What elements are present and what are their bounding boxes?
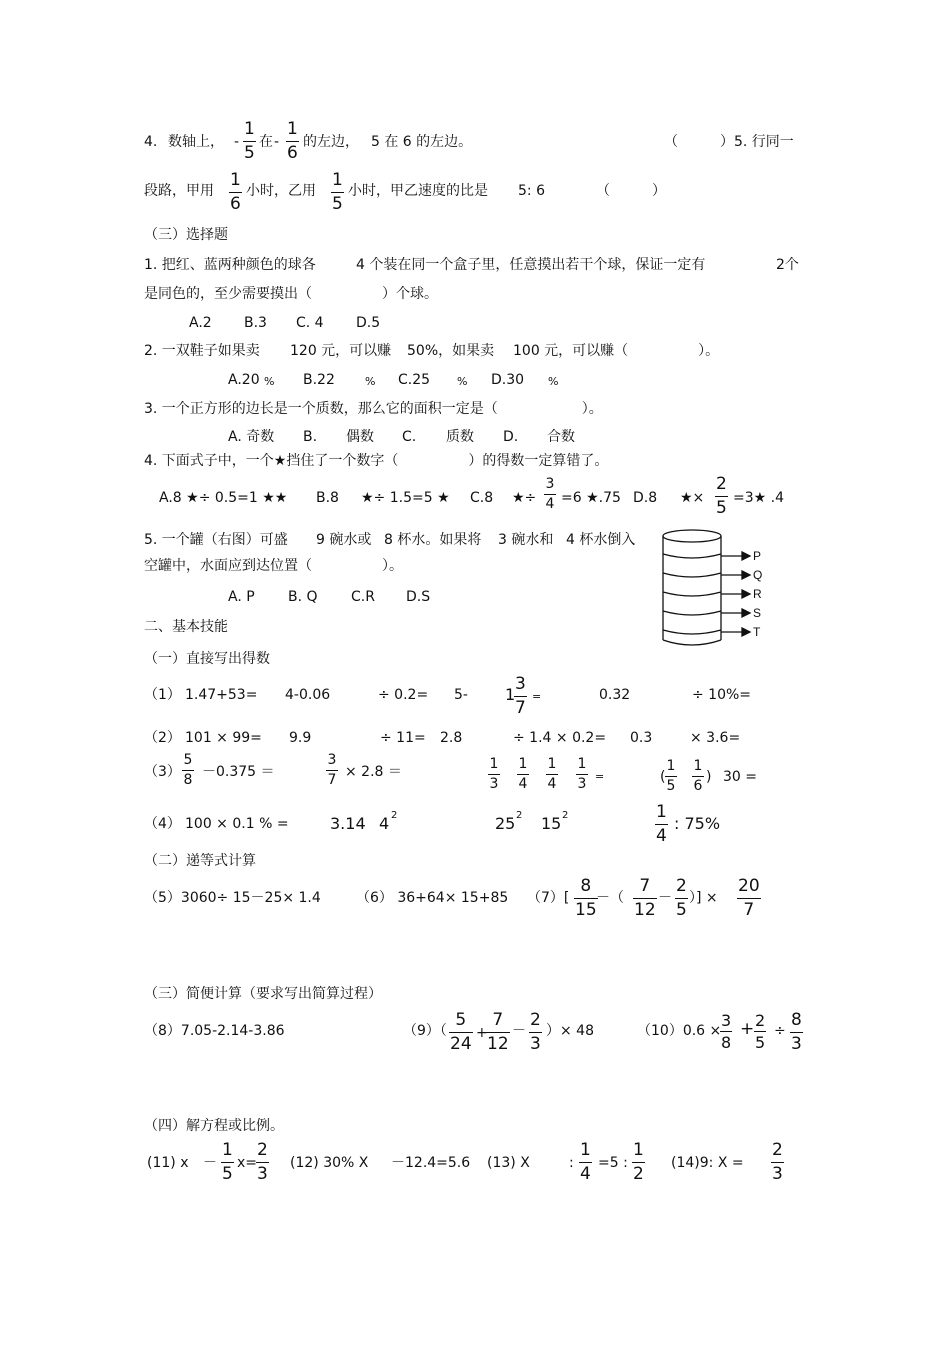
arrow-p-icon xyxy=(742,552,750,560)
choice-q5-text: 空罐中，水面应到达位置（ ）。 xyxy=(144,558,403,574)
operator: + xyxy=(740,1019,755,1039)
fraction: 1 4 xyxy=(518,756,528,792)
section-heading: 二、基本技能 xyxy=(144,619,228,635)
jar-label-r: R xyxy=(753,587,762,601)
choice-q2-text: 2. 一双鞋子如果卖 xyxy=(144,343,260,359)
judge-q5-text: 小时，甲乙速度的比是 xyxy=(348,183,488,199)
fraction: 5 24 xyxy=(450,1010,472,1054)
problem: 101 × 99= xyxy=(185,730,262,746)
option[interactable]: A.2 xyxy=(189,315,212,331)
jar-label-t: T xyxy=(753,625,761,639)
fraction: 1 6 xyxy=(693,758,703,794)
fraction: 2 5 xyxy=(676,876,687,920)
problem: 0.3 xyxy=(630,730,653,746)
problem: ÷ 10%= xyxy=(692,687,752,703)
problem: （5）3060÷ 15－25× 1.4 xyxy=(144,890,321,906)
problem-label: （9）（ xyxy=(403,1023,447,1039)
choice-q5-text: 5. 一个罐（右图）可盛 xyxy=(144,532,288,548)
equals-sign: = xyxy=(532,690,542,703)
judge-q4-text: 数轴上， xyxy=(168,134,224,150)
problem: （6） 36+64× 15+85 xyxy=(356,890,509,906)
bracket: ) xyxy=(706,769,712,785)
choice-q5-text: 8 杯水。如果将 xyxy=(384,532,482,548)
jar-bottom xyxy=(663,640,721,645)
problem: (14)9: X = xyxy=(671,1155,744,1171)
option-text: 质数 xyxy=(446,429,474,445)
minus-sign: - xyxy=(274,134,280,150)
problem: (11) x xyxy=(147,1155,189,1171)
percent-sign: % xyxy=(548,375,559,388)
choice-q1-text: 是同色的，至少需要摸出（ ）个球。 xyxy=(144,286,438,302)
problem-label: （7）[ xyxy=(527,890,570,906)
problem: 4 xyxy=(379,814,390,833)
option[interactable]: B. Q xyxy=(288,589,318,605)
option[interactable]: A. P xyxy=(228,589,255,605)
problem: 15 xyxy=(541,814,562,833)
problem: 4-0.06 xyxy=(285,687,331,703)
fraction: 1 6 xyxy=(230,170,241,214)
problem: 3.14 xyxy=(330,814,366,833)
fraction: 1 5 xyxy=(332,170,343,214)
fraction: 2 3 xyxy=(772,1140,783,1184)
problem-label: （10）0.6 × xyxy=(637,1023,722,1039)
answer-blank[interactable]: （ ） xyxy=(596,183,666,199)
option[interactable]: A. 奇数 xyxy=(228,429,275,445)
problem: 30 = xyxy=(723,769,757,785)
option-text: 偶数 xyxy=(346,429,374,445)
option[interactable]: D.30 xyxy=(491,372,525,388)
arrow-s-icon xyxy=(742,609,750,617)
choice-q3-text: 3. 一个正方形的边长是一个质数，那么它的面积一定是（ ）。 xyxy=(144,401,603,417)
jar-label-p: P xyxy=(753,549,762,563)
problem: : 75% xyxy=(674,814,721,833)
fraction: 1 5 xyxy=(666,758,676,794)
judge-q4-text: 5 在 6 的左边。 xyxy=(371,134,473,150)
operator: ）] × xyxy=(689,890,718,906)
fraction: 7 12 xyxy=(634,876,656,920)
mixed-number-whole: 1 xyxy=(505,685,516,704)
section-heading: （三）选择题 xyxy=(144,227,228,243)
problem: 1.47+53= xyxy=(185,687,258,703)
judge-q5-start: 5. 行同一 xyxy=(734,134,794,150)
problem: 25 xyxy=(495,814,516,833)
exponent: 2 xyxy=(516,810,523,821)
judge-q4-text: 在 xyxy=(259,134,273,150)
fraction: 20 7 xyxy=(738,876,760,920)
option-expression: =3★ .4 xyxy=(733,490,784,506)
option[interactable]: C.25 xyxy=(398,372,431,388)
problem: ÷ 11= xyxy=(380,730,426,746)
problem: x= xyxy=(237,1155,258,1171)
fraction: 3 8 xyxy=(721,1011,732,1052)
problem: （8）7.05-2.14-3.86 xyxy=(144,1023,285,1039)
bracket: ( xyxy=(660,769,666,785)
option-expression: ★× xyxy=(680,490,705,506)
option[interactable]: A.8 ★÷ 0.5=1 ★★ xyxy=(159,490,288,506)
operator: － xyxy=(512,1023,526,1039)
option-letter[interactable]: B.8 xyxy=(316,490,339,506)
option-letter[interactable]: B. xyxy=(303,429,318,445)
problem: × 2.8 ＝ xyxy=(345,764,402,780)
problem: (12) 30% X xyxy=(290,1155,369,1171)
arrow-t-icon xyxy=(742,628,750,636)
operator: － xyxy=(658,890,672,906)
judge-q4-number: 4. xyxy=(144,134,158,150)
option[interactable]: D.S xyxy=(406,589,431,605)
problem: (13) X xyxy=(487,1155,530,1171)
problem: ÷ 0.2= xyxy=(378,687,429,703)
judge-q5-text: 段路，甲用 xyxy=(144,183,214,199)
subsection-heading: （二）递等式计算 xyxy=(144,853,256,869)
fraction: 8 15 xyxy=(575,876,597,920)
answer-blank[interactable]: （ ） xyxy=(664,134,734,150)
fraction: 3 7 xyxy=(327,752,337,788)
fraction: 2 5 xyxy=(755,1011,766,1052)
choice-q2-text: 120 元，可以赚 xyxy=(290,343,392,359)
problem: × 3.6= xyxy=(690,730,741,746)
fraction: 1 2 xyxy=(633,1140,644,1184)
fraction: 2 5 xyxy=(716,474,727,518)
option[interactable]: C. 4 xyxy=(296,315,324,331)
choice-q2-text: 50%，如果卖 xyxy=(407,343,495,359)
problem: 0.32 xyxy=(599,687,631,703)
choice-q5-text: 9 碗水或 xyxy=(316,532,372,548)
water-jar-figure xyxy=(662,528,782,650)
problem: ÷ 1.4 × 0.2= xyxy=(513,730,607,746)
problem: 100 × 0.1 % = xyxy=(185,816,289,832)
fraction: 7 12 xyxy=(487,1010,509,1054)
subsection-heading: （三）简便计算（要求写出简算过程） xyxy=(144,986,382,1002)
choice-q1-text: 4 个装在同一个盒子里，任意摸出若干个球，保证一定有 xyxy=(356,257,706,273)
problem-label: （3） xyxy=(144,764,181,780)
option-letter[interactable]: D. xyxy=(503,429,519,445)
option-expression: ★÷ xyxy=(512,490,537,506)
fraction: 1 3 xyxy=(489,756,499,792)
option-letter[interactable]: C.8 xyxy=(470,490,494,506)
fraction: 5 8 xyxy=(183,752,193,788)
option-expression: ★÷ 1.5=5 ★ xyxy=(361,490,450,506)
problem-label: （4） xyxy=(144,816,181,832)
fraction: 2 3 xyxy=(257,1140,268,1184)
percent-sign: % xyxy=(365,375,376,388)
operator: ）× 48 xyxy=(546,1023,594,1039)
option-letter[interactable]: C. xyxy=(402,429,417,445)
fraction: 1 5 xyxy=(244,119,255,163)
jar-rim xyxy=(663,530,721,542)
problem: 5- xyxy=(454,687,468,703)
exponent: 2 xyxy=(562,810,569,821)
operator: ÷ xyxy=(774,1023,786,1039)
judge-q5-text: 小时，乙用 xyxy=(246,183,316,199)
fraction: 1 4 xyxy=(580,1140,591,1184)
fraction: 3 4 xyxy=(545,476,555,512)
fraction: 1 3 xyxy=(577,756,587,792)
problem: 9.9 xyxy=(289,730,312,746)
operator: －（ xyxy=(596,890,624,906)
problem: －0.375 ＝ xyxy=(202,764,275,780)
fraction: 8 3 xyxy=(791,1010,802,1054)
fraction: 2 3 xyxy=(530,1010,541,1054)
operator: + xyxy=(476,1025,488,1041)
jar-label-q: Q xyxy=(753,568,763,582)
option[interactable]: B.3 xyxy=(244,315,267,331)
choice-q5-text: 4 杯水倒入 xyxy=(566,532,636,548)
problem: 2.8 xyxy=(440,730,463,746)
minus-sign: - xyxy=(234,134,240,150)
choice-q1-text: 1. 把红、蓝两种颜色的球各 xyxy=(144,257,316,273)
option-text: 合数 xyxy=(547,429,575,445)
option-letter[interactable]: D.8 xyxy=(633,490,658,506)
subsection-heading: （四）解方程或比例。 xyxy=(144,1118,284,1134)
fraction: 1 5 xyxy=(222,1140,233,1184)
judge-q4-text: 的左边， xyxy=(303,134,359,150)
option[interactable]: C.R xyxy=(351,589,375,605)
problem-label: （1） xyxy=(144,687,181,703)
choice-q1-text: 2个 xyxy=(776,257,799,273)
exponent: 2 xyxy=(391,810,398,821)
fraction: 1 4 xyxy=(547,756,557,792)
ratio-value: 5: 6 xyxy=(518,183,545,199)
percent-sign: % xyxy=(457,375,468,388)
subsection-heading: （一）直接写出得数 xyxy=(144,651,270,667)
problem: －12.4=5.6 xyxy=(391,1155,471,1171)
operator: － xyxy=(203,1155,217,1171)
jar-label-s: S xyxy=(753,606,762,620)
option[interactable]: D.5 xyxy=(356,315,381,331)
fraction: 1 4 xyxy=(656,802,667,846)
arrow-q-icon xyxy=(742,571,750,579)
arrow-r-icon xyxy=(742,590,750,598)
fraction: 3 7 xyxy=(515,674,526,718)
option-expression: =6 ★.75 xyxy=(561,490,621,506)
fraction: 1 6 xyxy=(287,119,298,163)
problem: =5 : xyxy=(598,1155,628,1171)
choice-q5-text: 3 碗水和 xyxy=(498,532,554,548)
operator: : xyxy=(569,1155,574,1171)
choice-q2-text: 100 元，可以赚（ ）。 xyxy=(513,343,720,359)
choice-q4-text: 4. 下面式子中，一个★挡住了一个数字（ ）的得数一定算错了。 xyxy=(144,453,609,469)
option[interactable]: B.22 xyxy=(303,372,335,388)
problem-label: （2） xyxy=(144,730,181,746)
option[interactable]: A.20 xyxy=(228,372,260,388)
equals-sign: = xyxy=(595,770,605,783)
percent-sign: % xyxy=(264,375,275,388)
